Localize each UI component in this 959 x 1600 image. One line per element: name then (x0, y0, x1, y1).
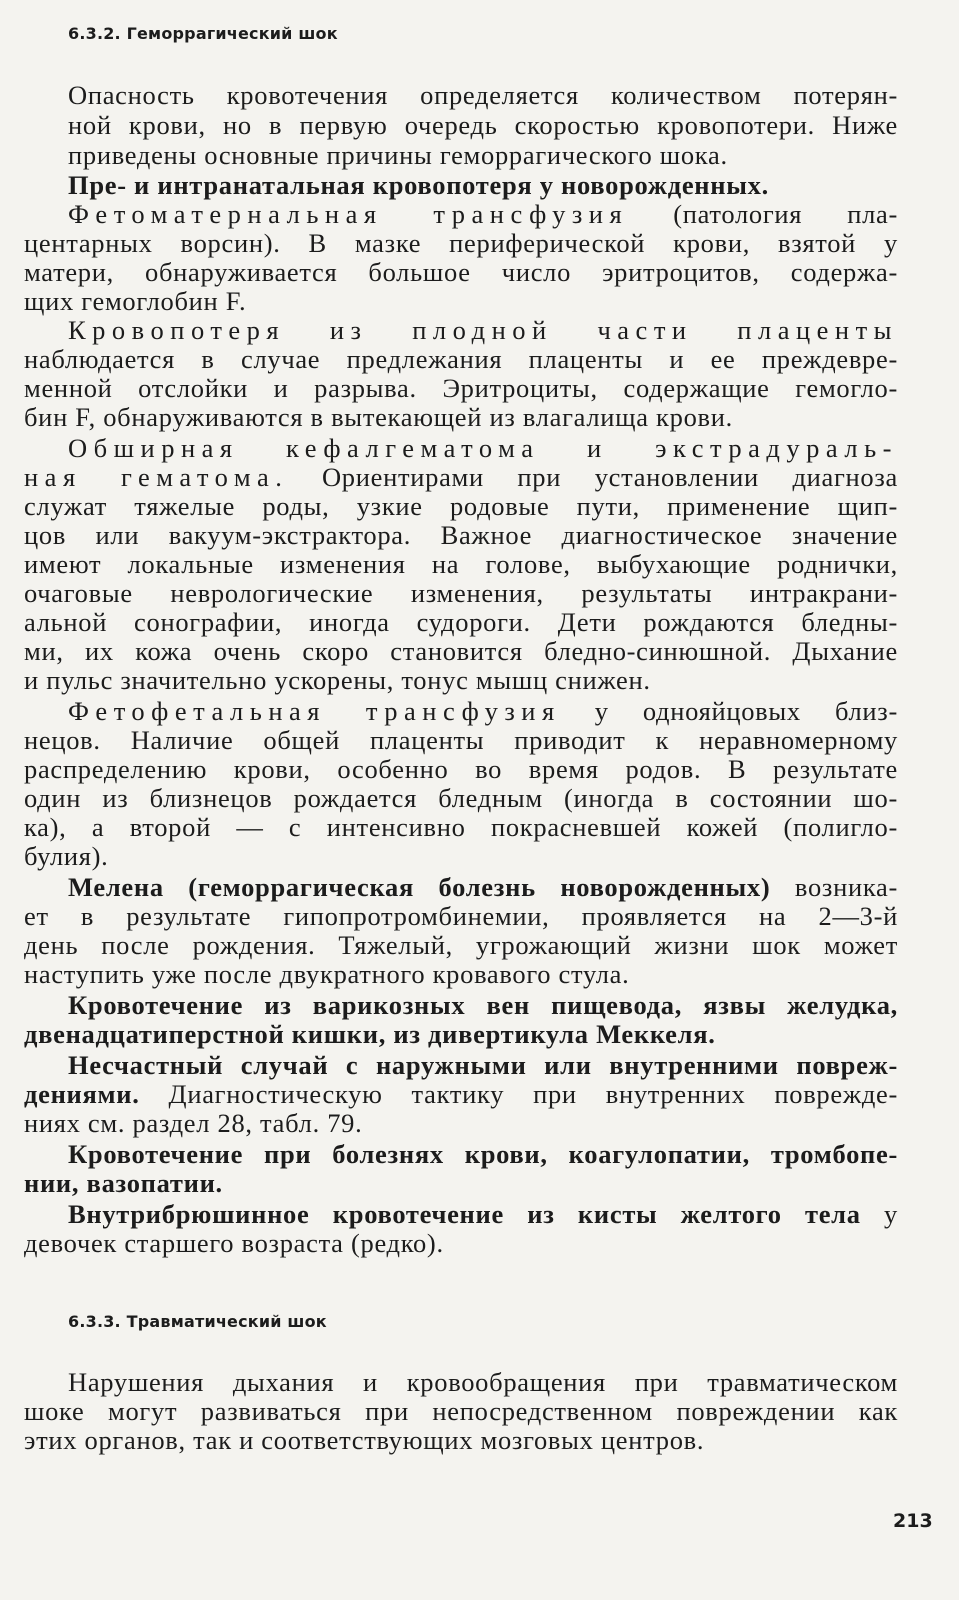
spaced-term: ная гематома. (24, 462, 289, 492)
text-line: ет в результате гипопротромбинемии, проявляется на 2—3-й (24, 901, 898, 931)
spaced-term: Кровопотеря из плодной части плаценты (68, 315, 898, 345)
text-line: шоке могут развиваться при непосредственном повреждении как (24, 1396, 898, 1426)
text-line: приведены основные причины геморрагического шока. (68, 140, 728, 170)
text-line (68, 199, 898, 229)
text-line: наступить уже после двукратного кровавого стула. (24, 959, 630, 989)
text-span: Ориентирами при установлении диагноза (288, 462, 899, 492)
section-heading-hemorrhagic-shock: 6.3.2. Геморрагический шок (68, 24, 338, 43)
bold-term: дениями. (24, 1079, 140, 1109)
text-line: очаговые неврологические изменения, результаты интракрани- (24, 578, 898, 608)
bold-heading-perinatal-blood-loss: Пре- и интранатальная кровопотеря у новорожденных. (68, 170, 769, 200)
text-line: матери, обнаруживается большое число эритроцитов, содержа- (24, 257, 898, 287)
spaced-term: Фетоматернальная трансфузия (68, 199, 629, 229)
bold-term: Мелена (геморрагическая болезнь новорожденных) (68, 872, 771, 902)
text-line: имеют локальные изменения на голове, выбухающие роднички, (24, 549, 898, 579)
text-span: Диагностическую тактику при внутренних поврежде- (139, 1079, 898, 1109)
text-span: возника- (770, 872, 898, 902)
text-line: бин F, обнаруживаются в вытекающей из влагалища крови. (24, 402, 733, 432)
text-line (68, 696, 898, 726)
text-line: ка), а второй — с интенсивно покрасневшей кожей (полигло- (24, 812, 898, 842)
text-line: ной крови, но в первую очередь скоростью кровопотери. Ниже (68, 110, 898, 140)
text-line: ниях см. раздел 28, табл. 79. (24, 1108, 363, 1138)
spaced-term: Обширная кефалгематома и экстрадураль- (68, 433, 898, 463)
text-line: менной отслойки и разрыва. Эритроциты, содержащие гемогло- (24, 373, 898, 403)
text-line: булия). (24, 841, 109, 871)
text-line: девочек старшего возраста (редко). (24, 1228, 444, 1258)
text-line: щих гемоглобин F. (24, 286, 247, 316)
bold-term: двенадцатиперстной кишки, из дивертикула Меккеля. (24, 1019, 716, 1049)
bold-term: Кровотечение из варикозных вен пищевода, язвы желудка, (68, 990, 898, 1020)
text-line: ми, их кожа очень скоро становится бледно-синюшной. Дыхание (24, 636, 898, 666)
text-line (68, 872, 898, 902)
text-line: Опасность кровотечения определяется количеством потерян- (68, 80, 898, 110)
spaced-term: Фетофетальная трансфузия (68, 696, 561, 726)
text-line: этих органов, так и соответствующих мозговых центров. (24, 1425, 705, 1455)
text-span: у однояйцовых близ- (560, 696, 898, 726)
text-span: у (860, 1199, 898, 1229)
page-number: 213 (893, 1510, 933, 1532)
text-line (24, 1079, 898, 1109)
text-line: центарных ворсин). В мазке периферической крови, взятой у (24, 228, 898, 258)
bold-term: Внутрибрюшинное кровотечение из кисты желтого тела (68, 1199, 861, 1229)
text-line: альной сонографии, иногда судороги. Дети рождаются бледны- (24, 607, 898, 637)
text-line: и пульс значительно ускорены, тонус мышц снижен. (24, 665, 651, 695)
text-line: день после рождения. Тяжелый, угрожающий жизни шок может (24, 930, 898, 960)
text-line: Нарушения дыхания и кровообращения при травматическом (68, 1367, 898, 1397)
text-line (24, 462, 898, 492)
bold-term: Несчастный случай с наружными или внутренними повреж- (68, 1050, 898, 1080)
text-line: наблюдается в случае предлежания плаценты и ее преждевре- (24, 344, 898, 374)
text-line: нецов. Наличие общей плаценты приводит к неравномерному (24, 725, 898, 755)
bold-term: нии, вазопатии. (24, 1168, 223, 1198)
text-line: служат тяжелые роды, узкие родовые пути, применение щип- (24, 491, 898, 521)
bold-term: Кровотечение при болезнях крови, коагулопатии, тромбопе- (68, 1139, 898, 1169)
text-line (68, 1199, 898, 1229)
text-line: цов или вакуум-экстрактора. Важное диагностическое значение (24, 520, 898, 550)
text-span: (патология пла- (628, 199, 898, 229)
text-line: один из близнецов рождается бледным (иногда в состоянии шо- (24, 783, 898, 813)
text-line: распределению крови, особенно во время родов. В результате (24, 754, 898, 784)
section-heading-traumatic-shock: 6.3.3. Травматический шок (68, 1312, 327, 1331)
